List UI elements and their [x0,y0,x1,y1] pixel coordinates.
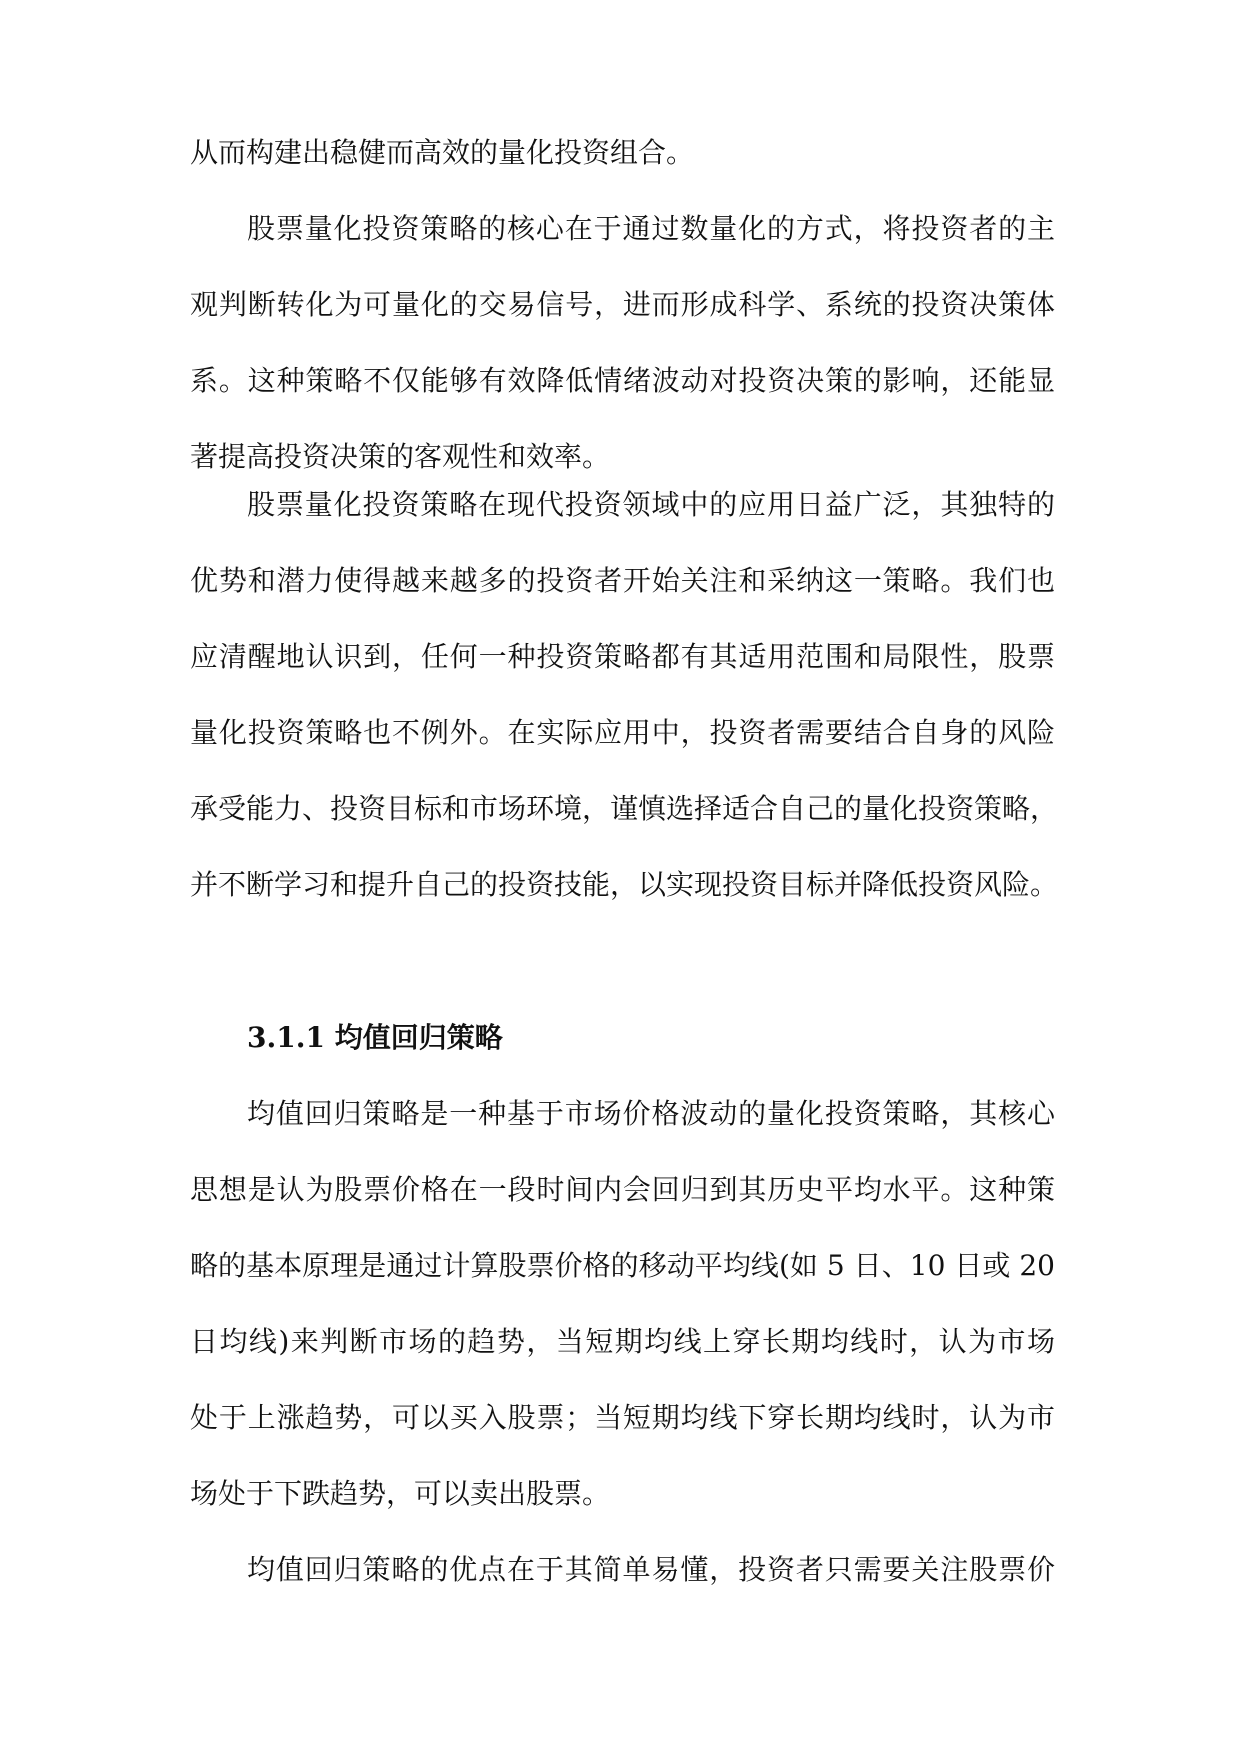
paragraph-line: 均值回归策略是一种基于市场价格波动的量化投资策略，其核心 [247,1097,1055,1130]
paragraph-line: 承受能力、投资目标和市场环境，谨慎选择适合自己的量化投资策略， [190,792,1059,825]
paragraph-line: 处于上涨趋势，可以买入股票；当短期均线下穿长期均线时，认为市 [190,1401,1055,1434]
paragraph-mean-reversion-advantages [190,1532,1055,1608]
paragraph-line: 均值回归策略的优点在于其简单易懂，投资者只需要关注股票价 [247,1553,1055,1586]
paragraph-continuation [190,115,1055,191]
paragraph-line: 著提高投资决策的客观性和效率。 [190,440,611,473]
paragraph-line: 系。这种策略不仅能够有效降低情绪波动对投资决策的影响，还能显 [190,364,1055,397]
paragraph-quant-strategy-application [190,467,1059,923]
paragraph-line: 场处于下跌趋势，可以卖出股票。 [190,1477,611,1510]
section-heading: 3.1.1 均值回归策略 [247,1021,503,1054]
paragraph-line: 并不断学习和提升自己的投资技能，以实现投资目标并降低投资风险。 [190,868,1059,901]
paragraph-line: 从而构建出稳健而高效的量化投资组合。 [190,136,695,169]
paragraph-line: 观判断转化为可量化的交易信号，进而形成科学、系统的投资决策体 [190,288,1055,321]
paragraph-line: 日均线)来判断市场的趋势，当短期均线上穿长期均线时，认为市场 [190,1325,1055,1358]
paragraph-line: 思想是认为股票价格在一段时间内会回归到其历史平均水平。这种策 [190,1173,1055,1206]
paragraph-line: 股票量化投资策略在现代投资领域中的应用日益广泛，其独特的 [247,488,1055,521]
paragraph-line: 略的基本原理是通过计算股票价格的移动平均线(如 5 日、10 日或 20 [190,1249,1055,1282]
paragraph-line: 股票量化投资策略的核心在于通过数量化的方式，将投资者的主 [247,212,1055,245]
paragraph-line: 优势和潜力使得越来越多的投资者开始关注和采纳这一策略。我们也 [190,564,1055,597]
paragraph-quant-strategy-core [190,191,1055,495]
paragraph-line: 应清醒地认识到，任何一种投资策略都有其适用范围和局限性，股票 [190,640,1055,673]
paragraph-line: 量化投资策略也不例外。在实际应用中，投资者需要结合自身的风险 [190,716,1055,749]
paragraph-mean-reversion-definition [190,1076,1055,1532]
